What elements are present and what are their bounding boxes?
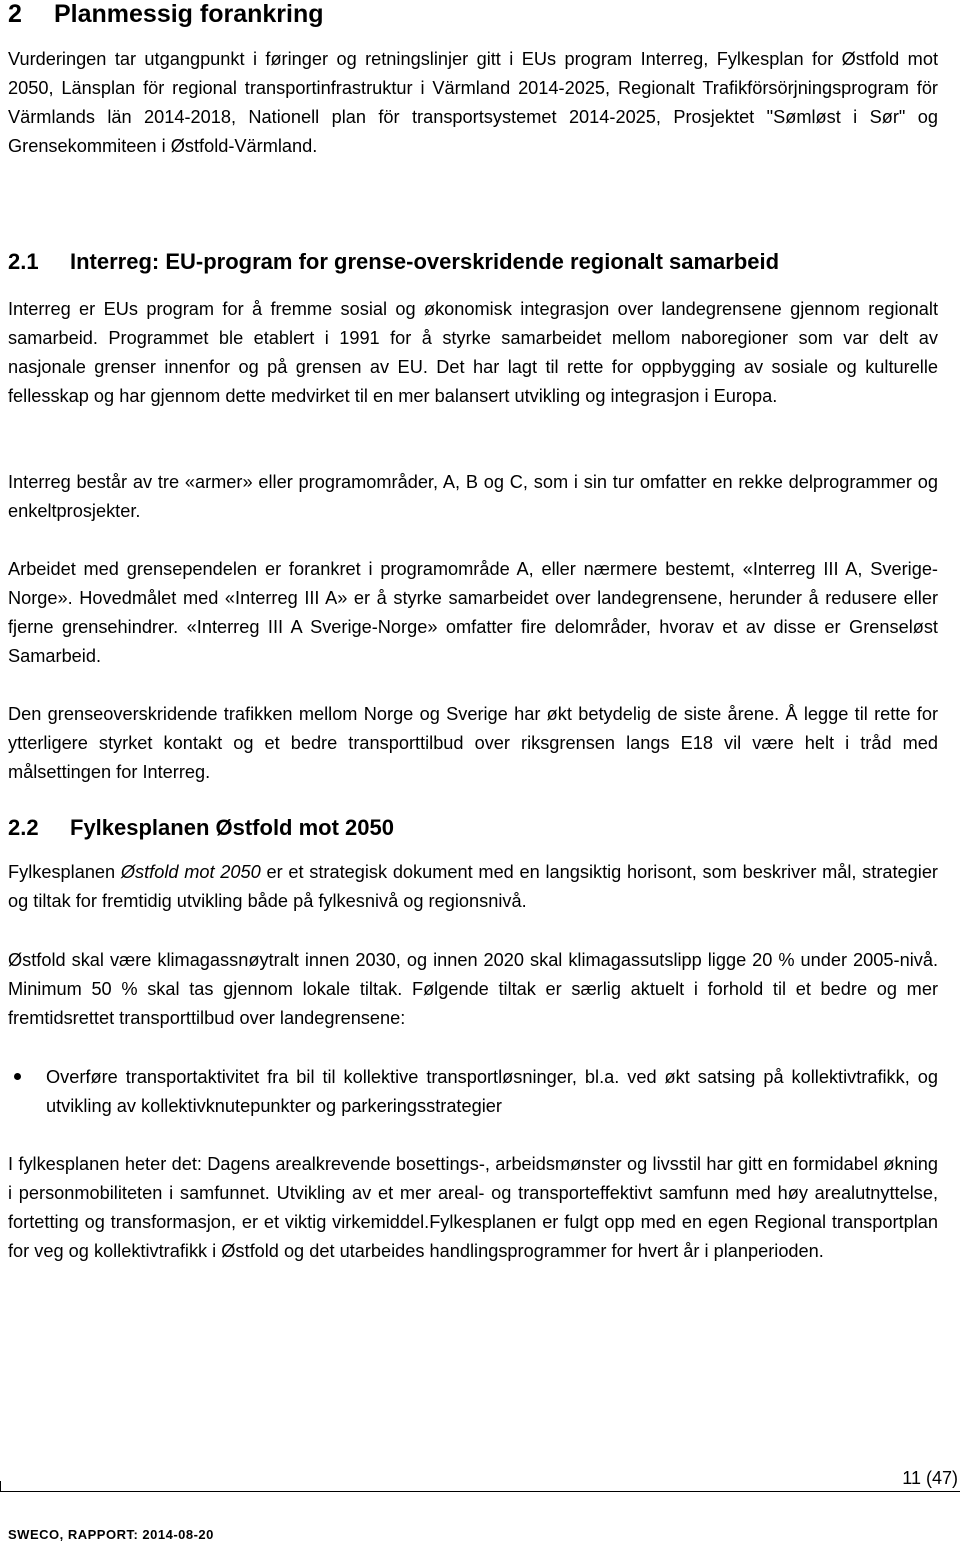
section-number: 2.1: [8, 249, 39, 274]
paragraph-interreg-3: Arbeidet med grensependelen er forankret i programområde A, eller nærmere bestemt, «Interreg III A, Sverige-Norge». Hovedmålet med «Interreg III A» er å styrke samarbeidet over landegrensene, herunder å redusere eller fjerne grensehindrer. «Interreg III A Sverige-Norge» omfatter fire delområder, hvorav et av disse er Grenseløst Samarbeid.: [8, 559, 938, 666]
paragraph-interreg-2: Interreg består av tre «armer» eller programområder, A, B og C, som i sin tur omfatter en rekke delprogrammer og enkeltprosjekter.: [8, 472, 938, 521]
bullet-text: Overføre transportaktivitet fra bil til kollektive transportløsninger, bl.a. ved økt satsing på kollektivtrafikk, og utvikling av kollektivknutepunkter og parkeringsstrategier: [46, 1067, 938, 1116]
footer-divider: [0, 1491, 960, 1492]
section-title: Interreg: EU-program for grense-overskridende regionalt samarbeid: [70, 249, 780, 274]
section-number: 2: [8, 0, 22, 28]
section-heading-2: [8, 0, 324, 29]
section-number: 2.2: [8, 815, 39, 840]
paragraph-fylkesplan-3: I fylkesplanen heter det: Dagens arealkrevende bosettings-, arbeidsmønster og livsstil har gitt en formidabel økning i personmobiliteten i samfunnet. Utvikling av et mer areal- og transporteffektivt samfunn med høy arealutnyttelse, fortetting og transformasjon, er et viktig virkemiddel.Fylkesplanen er fulgt opp med en egen Regional transportplan for veg og kollektivtrafikk i Østfold og det utarbeides handlingsprogrammer for hvert år i planperioden.: [8, 1154, 938, 1261]
paragraph-interreg-1: Interreg er EUs program for å fremme sosial og økonomisk integrasjon over landegrensene gjennom regionalt samarbeid. Programmet ble etablert i 1991 for å styrke samarbeidet mellom naboregioner som var delt av nasjonale grenser innenfor og på grensen av EU. Det har lagt til rette for oppbygging av sosiale og kulturelle fellesskap og har gjennom dette medvirket til en mer balansert utvikling og integrasjon i Europa.: [8, 299, 938, 406]
section-heading-2-2: [8, 815, 394, 841]
paragraph-interreg-4: Den grenseoverskridende trafikken mellom Norge og Sverige har økt betydelig de siste årene. Å legge til rette for ytterligere styrket kontakt og et bedre transporttilbud over riksgrensen langs E18 vil være helt i tråd med målsettingen for Interreg.: [8, 704, 938, 782]
report-footer: SWECO, RAPPORT: 2014-08-20: [8, 1527, 214, 1542]
paragraph-fylkesplan-1: [8, 858, 938, 916]
intro-paragraph: Vurderingen tar utgangpunkt i føringer og retningslinjer gitt i EUs program Interreg, Fylkesplan for Østfold mot 2050, Länsplan för regional transportinfrastruktur i Värmland 2014-2025, Regionalt Trafikförsörjningsprogram för Värmlands län 2014-2018, Nationell plan för transportsystemet 2014-2025, Prosjektet "Sømløst i Sør" og Grensekommiteen i Østfold-Värmland.: [8, 49, 938, 156]
text-segment: er et strategisk dokument med en langsiktig horisont, som beskriver mål, strategier og tiltak for fremtidig utvikling både på fylkesnivå og regionsnivå.: [8, 862, 938, 911]
text-segment: Fylkesplanen: [8, 862, 121, 882]
section-title: Fylkesplanen Østfold mot 2050: [70, 815, 394, 840]
section-title: Planmessig forankring: [54, 0, 324, 28]
footer-tick: [0, 1481, 1, 1491]
paragraph-fylkesplan-2: Østfold skal være klimagassnøytralt innen 2030, og innen 2020 skal klimagassutslipp ligge 20 % under 2005-nivå. Minimum 50 % skal tas gjennom lokale tiltak. Følgende tiltak er særlig aktuelt i forhold til et bedre og mer fremtidsrettet transporttilbud over landegrensene:: [8, 950, 938, 1028]
page-number: 11 (47): [902, 1468, 958, 1488]
section-heading-2-1: [8, 249, 779, 275]
document-title-italic: Østfold mot 2050: [120, 862, 261, 882]
bullet-icon: [14, 1073, 21, 1080]
